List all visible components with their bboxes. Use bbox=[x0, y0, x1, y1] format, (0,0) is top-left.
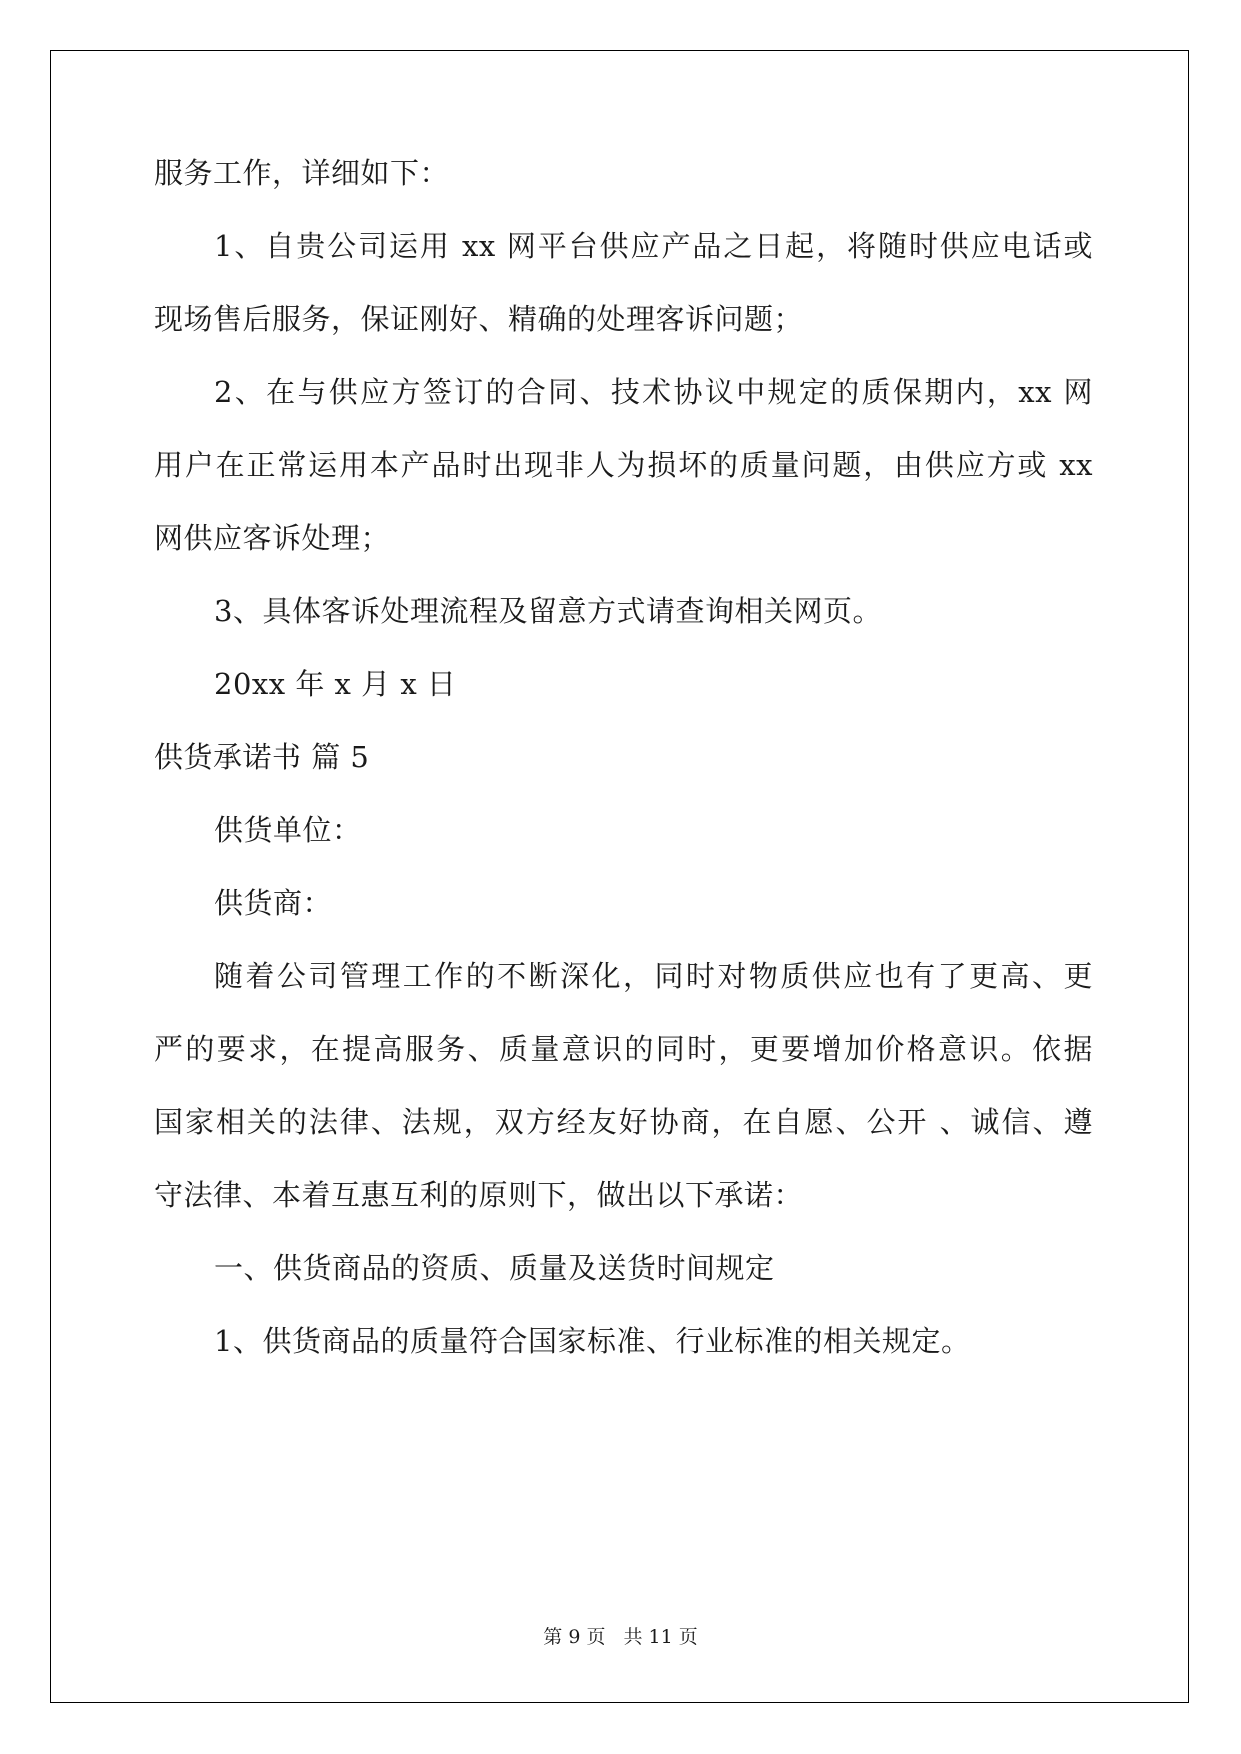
body-line-17: 1、供货商品的质量符合国家标准、行业标准的相关规定。 bbox=[214, 1324, 971, 1358]
body-line-13: 严的要求，在提高服务、质量意识的同时，更要增加价格意识。依据 bbox=[154, 1032, 1093, 1066]
page-number: 第 9 页 bbox=[543, 1626, 606, 1648]
body-line-6: 网供应客诉处理； bbox=[154, 521, 391, 555]
sub-heading: 一、供货商品的资质、质量及送货时间规定 bbox=[214, 1251, 775, 1285]
body-line-12: 随着公司管理工作的不断深化，同时对物质供应也有了更高、更 bbox=[214, 959, 1093, 993]
body-line-14: 国家相关的法律、法规，双方经友好协商，在自愿、公开 、诚信、遵 bbox=[154, 1105, 1093, 1139]
body-line-5: 用户在正常运用本产品时出现非人为损坏的质量问题，由供应方或 xx bbox=[154, 448, 1093, 482]
section-heading: 供货承诺书 篇 5 bbox=[154, 740, 370, 774]
page-border bbox=[50, 50, 1189, 1703]
body-line-15: 守法律、本着互惠互利的原则下，做出以下承诺： bbox=[154, 1178, 804, 1212]
supplier-line: 供货商： bbox=[214, 886, 333, 920]
supplier-unit-line: 供货单位： bbox=[214, 813, 362, 847]
body-line-4: 2、在与供应方签订的合同、技术协议中规定的质保期内，xx 网 bbox=[214, 375, 1093, 409]
body-line-3: 现场售后服务，保证刚好、精确的处理客诉问题； bbox=[154, 302, 804, 336]
date-line: 20xx 年 x 月 x 日 bbox=[214, 667, 457, 701]
body-line-2: 1、自贵公司运用 xx 网平台供应产品之日起，将随时供应电话或 bbox=[214, 229, 1093, 263]
page-total: 共 11 页 bbox=[623, 1626, 698, 1648]
body-line-1: 服务工作，详细如下： bbox=[154, 156, 450, 190]
page-footer bbox=[0, 1625, 1241, 1649]
body-line-7: 3、具体客诉处理流程及留意方式请查询相关网页。 bbox=[214, 594, 882, 628]
